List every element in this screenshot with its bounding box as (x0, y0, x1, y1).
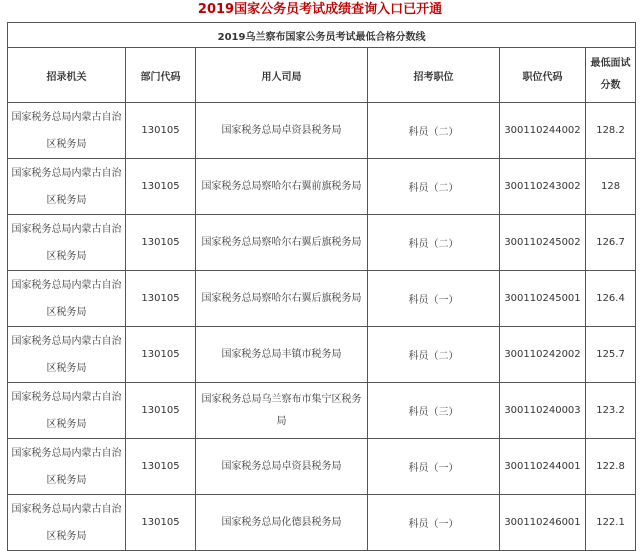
cell-position-code (500, 103, 586, 159)
cell-position-text: 科员（二） (408, 351, 459, 362)
cell-agency-text: 国家税务总局内蒙古自治区税务局 (11, 335, 122, 374)
cell-agency (8, 495, 126, 551)
cell-bureau (196, 103, 368, 159)
cell-dept-code (126, 327, 196, 383)
cell-position-code (500, 439, 586, 495)
cell-min-score-text: 128.2 (596, 125, 625, 136)
cell-dept-code-text: 130105 (141, 237, 180, 248)
cell-position (368, 215, 500, 271)
cell-position-code (500, 383, 586, 439)
cell-position-text: 科员（三） (408, 407, 459, 418)
cell-bureau-text: 国家税务总局化德县税务局 (221, 516, 342, 528)
cell-dept-code-text: 130105 (141, 349, 180, 360)
cell-min-score-text: 122.8 (596, 461, 625, 472)
cell-position (368, 103, 500, 159)
cell-agency (8, 103, 126, 159)
cell-position-code-text: 300110245002 (504, 237, 581, 248)
cell-position-code-text: 300110244002 (504, 125, 581, 136)
cell-position-code (500, 159, 586, 215)
cell-bureau-text: 国家税务总局卓资县税务局 (221, 124, 342, 136)
cell-bureau (196, 271, 368, 327)
header-bureau: 用人司局 (196, 48, 368, 103)
table-row (8, 271, 636, 327)
cell-agency (8, 327, 126, 383)
table-subtitle: 2019乌兰察布国家公务员考试最低合格分数线 (8, 23, 636, 48)
cell-min-score-text: 126.4 (596, 293, 625, 304)
cell-position-code-text: 300110243002 (504, 181, 581, 192)
cell-dept-code-text: 130105 (141, 125, 180, 136)
cell-bureau (196, 215, 368, 271)
cell-min-score-text: 123.2 (596, 405, 625, 416)
table-row (8, 439, 636, 495)
table-row (8, 495, 636, 551)
cell-bureau (196, 495, 368, 551)
header-dept-code: 部门代码 (126, 48, 196, 103)
cell-dept-code-text: 130105 (141, 517, 180, 528)
cell-min-score (586, 103, 636, 159)
cell-position-text: 科员（二） (408, 239, 459, 250)
cell-dept-code-text: 130105 (141, 181, 180, 192)
table-row (8, 215, 636, 271)
cell-position-code-text: 300110244001 (504, 461, 581, 472)
table-row (8, 383, 636, 439)
header-min-score-line1: 最低面试 (590, 58, 631, 69)
cell-bureau (196, 327, 368, 383)
cell-position-text: 科员（一） (408, 519, 459, 530)
cell-position (368, 159, 500, 215)
cell-dept-code (126, 383, 196, 439)
cell-agency-text: 国家税务总局内蒙古自治区税务局 (11, 447, 122, 486)
cell-agency-text: 国家税务总局内蒙古自治区税务局 (11, 503, 122, 542)
cell-position-code (500, 271, 586, 327)
table-row (8, 327, 636, 383)
cell-min-score (586, 215, 636, 271)
page-title: 2019国家公务员考试成绩查询入口已开通 (197, 2, 443, 17)
cell-position-text: 科员（一） (408, 295, 459, 306)
cell-agency (8, 271, 126, 327)
cell-agency-text: 国家税务总局内蒙古自治区税务局 (11, 391, 122, 430)
cell-min-score-text: 125.7 (596, 349, 625, 360)
cell-position-code (500, 327, 586, 383)
cell-bureau-text: 国家税务总局察哈尔右翼后旗税务局 (201, 236, 362, 248)
cell-agency-text: 国家税务总局内蒙古自治区税务局 (11, 111, 122, 150)
cell-position-text: 科员（一） (408, 463, 459, 474)
cell-agency-text: 国家税务总局内蒙古自治区税务局 (11, 167, 122, 206)
cell-bureau (196, 383, 368, 439)
cell-position-text: 科员（二） (408, 183, 459, 194)
cell-min-score-text: 122.1 (596, 517, 625, 528)
cell-position-code-text: 300110242002 (504, 349, 581, 360)
cell-agency (8, 215, 126, 271)
cell-bureau-text: 国家税务总局察哈尔右翼后旗税务局 (201, 292, 362, 304)
cell-agency-text: 国家税务总局内蒙古自治区税务局 (11, 223, 122, 262)
cell-dept-code (126, 495, 196, 551)
cell-position (368, 271, 500, 327)
cell-min-score (586, 495, 636, 551)
cell-position (368, 495, 500, 551)
cell-position-code-text: 300110246001 (504, 517, 581, 528)
cell-agency-text: 国家税务总局内蒙古自治区税务局 (11, 279, 122, 318)
header-min-score-line2: 分数 (600, 80, 621, 91)
cell-dept-code (126, 103, 196, 159)
header-min-score (586, 48, 636, 103)
cell-dept-code (126, 271, 196, 327)
cell-bureau-text: 国家税务总局卓资县税务局 (221, 460, 342, 472)
cell-min-score (586, 159, 636, 215)
cell-position-code (500, 495, 586, 551)
cell-min-score (586, 383, 636, 439)
score-table (7, 22, 636, 551)
cell-dept-code (126, 439, 196, 495)
cell-bureau-text: 国家税务总局乌兰察布市集宁区税务局 (201, 393, 362, 427)
cell-agency (8, 159, 126, 215)
cell-min-score (586, 327, 636, 383)
header-position-code: 职位代码 (500, 48, 586, 103)
cell-bureau (196, 439, 368, 495)
cell-position (368, 383, 500, 439)
cell-agency (8, 439, 126, 495)
cell-min-score (586, 439, 636, 495)
header-row (8, 48, 636, 103)
cell-position-code-text: 300110240003 (504, 405, 581, 416)
cell-position (368, 439, 500, 495)
cell-position-code-text: 300110245001 (504, 293, 581, 304)
cell-dept-code-text: 130105 (141, 405, 180, 416)
cell-dept-code (126, 215, 196, 271)
cell-bureau-text: 国家税务总局丰镇市税务局 (221, 348, 342, 360)
table-row (8, 159, 636, 215)
cell-position (368, 327, 500, 383)
cell-min-score-text: 126.7 (596, 237, 625, 248)
cell-position-text: 科员（二） (408, 127, 459, 138)
cell-dept-code-text: 130105 (141, 461, 180, 472)
table-row (8, 103, 636, 159)
cell-min-score (586, 271, 636, 327)
cell-dept-code-text: 130105 (141, 293, 180, 304)
cell-agency (8, 383, 126, 439)
cell-bureau (196, 159, 368, 215)
cell-min-score-text: 128 (600, 181, 621, 192)
header-position: 招考职位 (368, 48, 500, 103)
cell-bureau-text: 国家税务总局察哈尔右翼前旗税务局 (201, 180, 362, 192)
header-agency: 招录机关 (8, 48, 126, 103)
cell-position-code (500, 215, 586, 271)
cell-dept-code (126, 159, 196, 215)
